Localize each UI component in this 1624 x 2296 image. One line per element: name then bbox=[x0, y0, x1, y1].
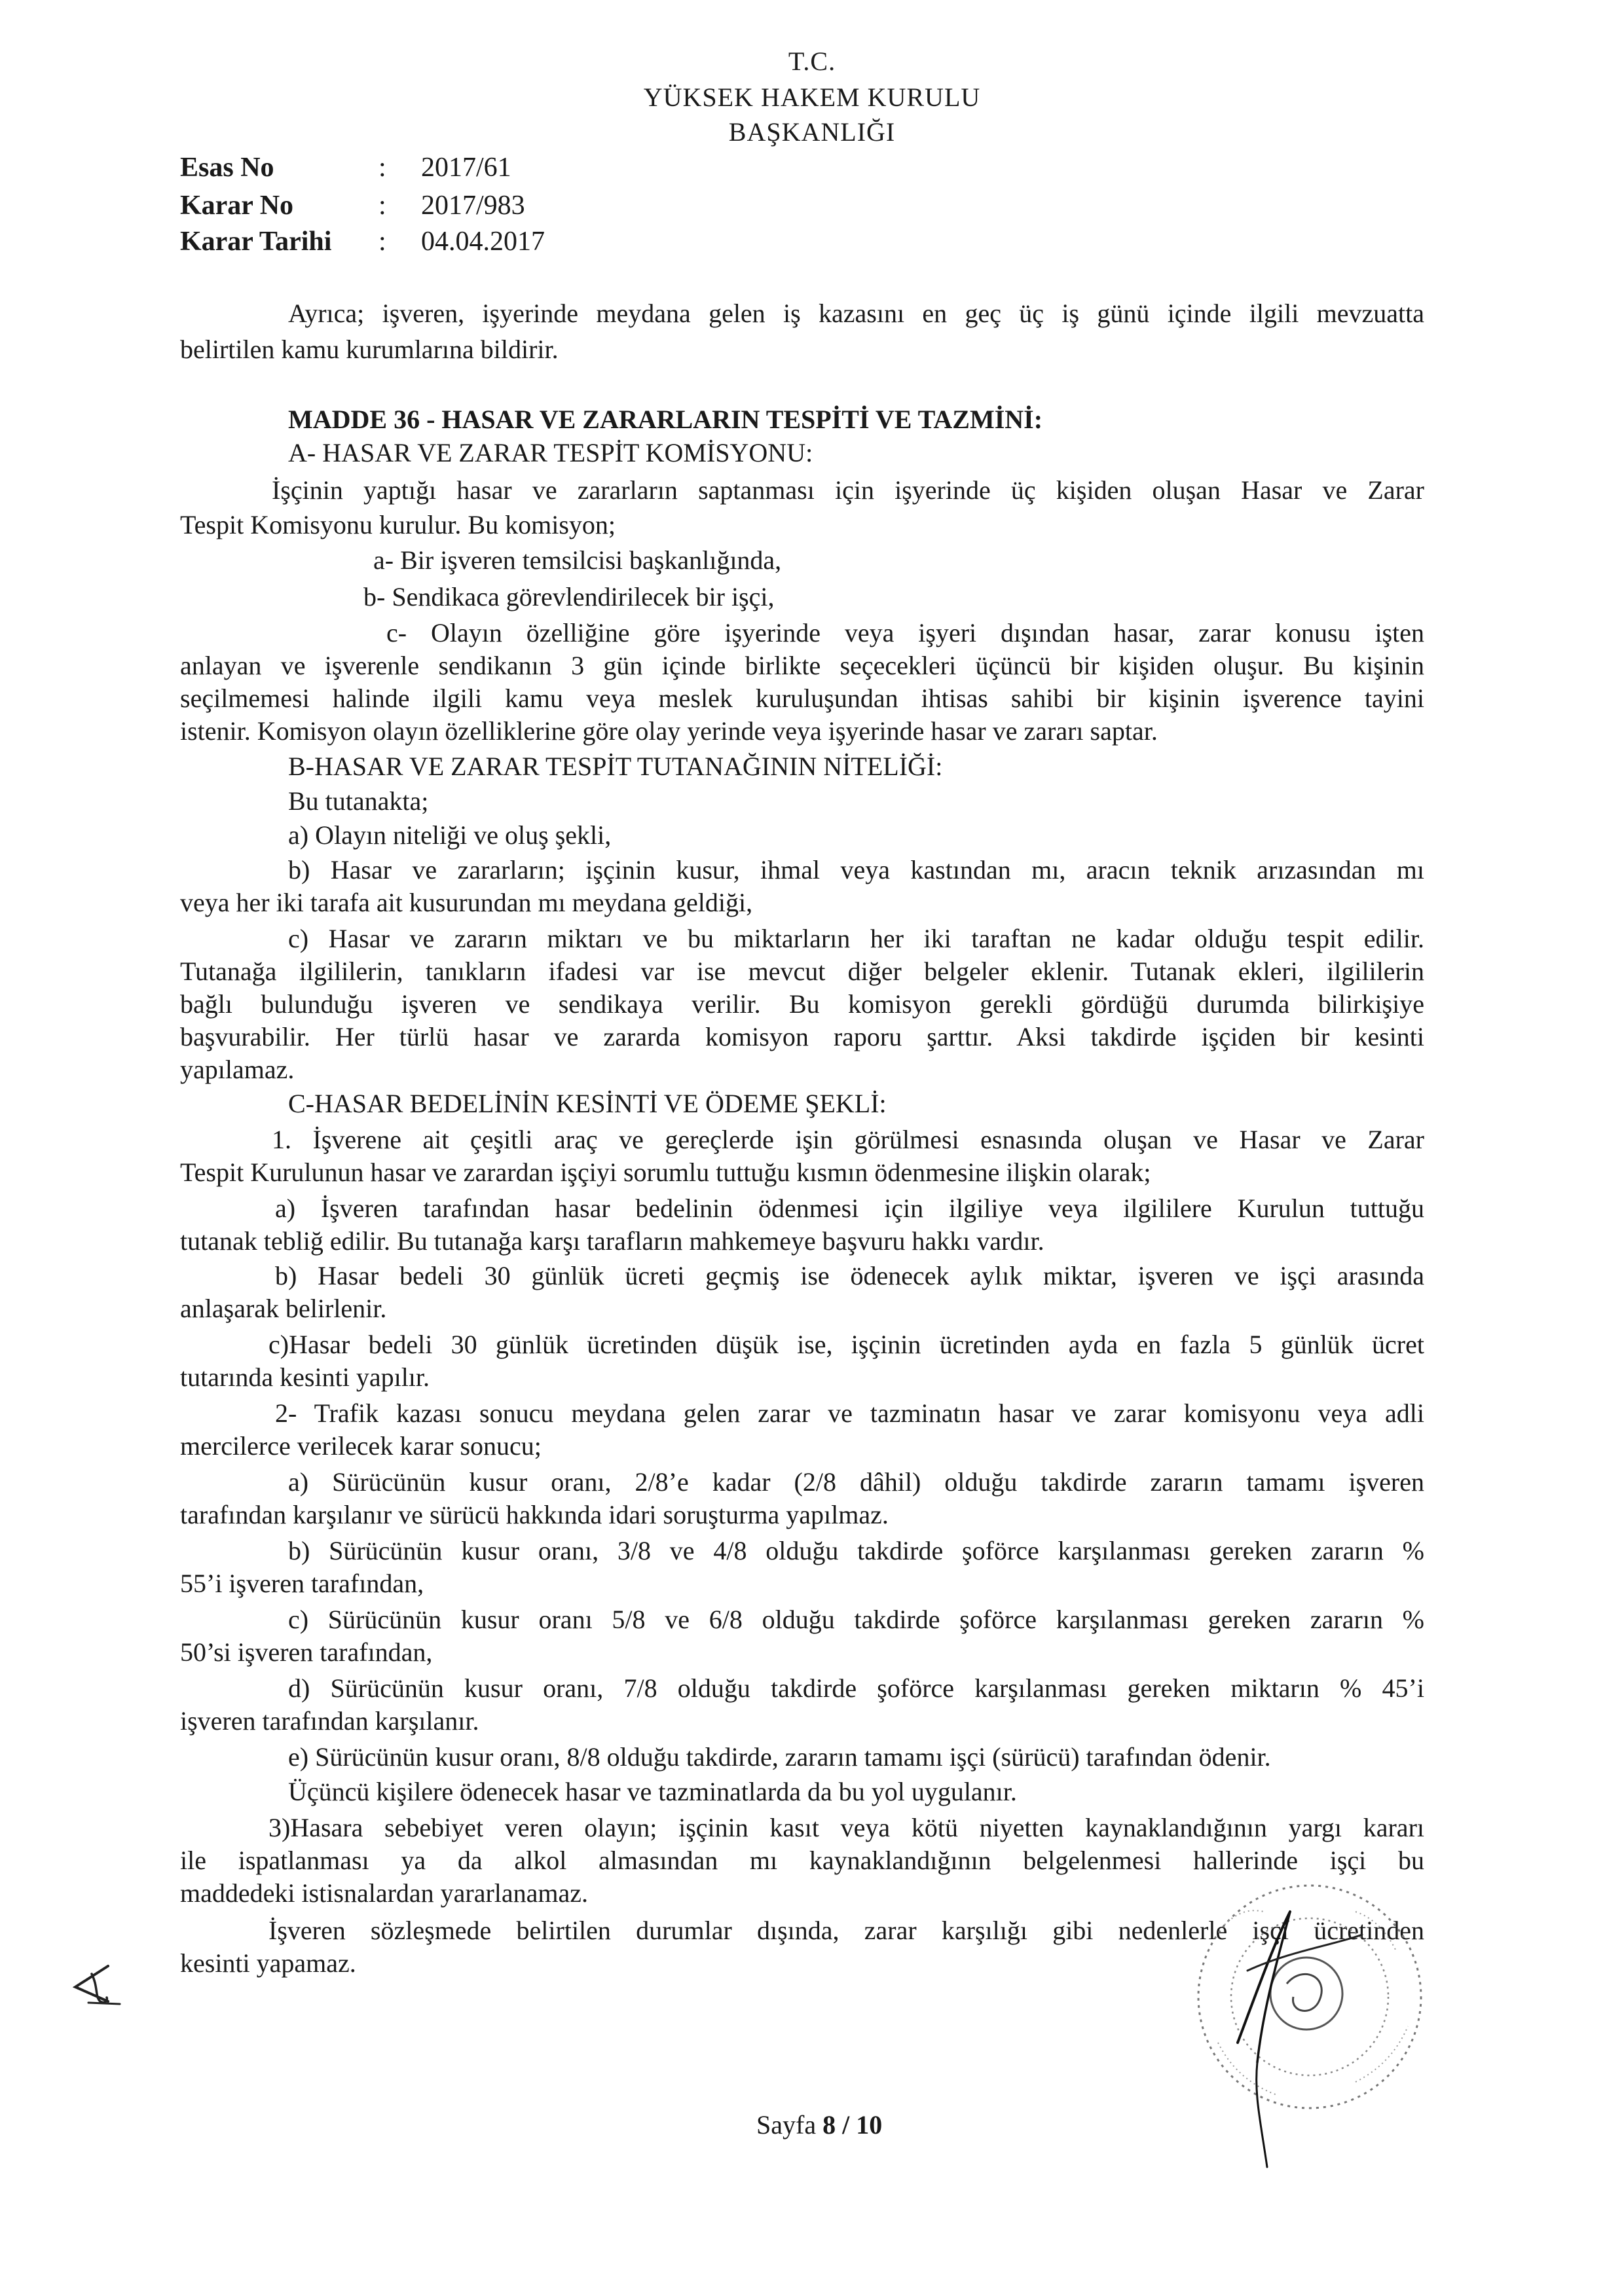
madde-36-title: MADDE 36 - HASAR VE ZARARLARIN TESPİTİ VE TAZMİNİ: bbox=[288, 405, 1043, 434]
section-c-1b-line-2: anlaşarak belirlenir. bbox=[180, 1294, 387, 1323]
section-c-2b-line-2: 55’i işveren tarafından, bbox=[180, 1569, 424, 1598]
official-stamp bbox=[1139, 1872, 1454, 2174]
section-c-3-line-3: maddedeki istisnalardan yararlanamaz. bbox=[180, 1878, 589, 1908]
section-b-item-c-line-4: başvurabilir. Her türlü hasar ve zararda komisyon raporu şarttır. Aksi takdirde işçiden bir kesinti bbox=[180, 1022, 1424, 1051]
intro-line-1: Ayrıca; işveren, işyerinde meydana gelen iş kazasını en geç üç iş günü içinde ilgili mevzuatta bbox=[288, 299, 1424, 328]
header-tc: T.C. bbox=[788, 46, 836, 76]
section-c-3-line-1: 3)Hasara sebebiyet veren olayın; işçinin kasıt veya kötü niyetten kaynaklandığının yargı kararı bbox=[268, 1813, 1424, 1842]
page-count: 8 / 10 bbox=[822, 2110, 883, 2140]
section-c-3-line-2: ile ispatlanması ya da alkol almasından mı kaynaklandığının belgelenmesi hallerinde işçi bu bbox=[180, 1846, 1424, 1875]
section-c-2-third-parties: Üçüncü kişilere ödenecek hasar ve tazminatlarda da bu yol uygulanır. bbox=[288, 1777, 1017, 1806]
section-b-item-c-line-5: yapılamaz. bbox=[180, 1055, 295, 1084]
esas-colon: : bbox=[378, 153, 386, 183]
section-b-intro: Bu tutanakta; bbox=[288, 786, 429, 816]
section-b-item-b-line-2: veya her iki tarafa ait kusurundan mı meydana geldiği, bbox=[180, 888, 753, 917]
intro-line-2: belirtilen kamu kurumlarına bildirir. bbox=[180, 335, 559, 364]
section-a-item-c-line-2: anlayan ve işverenle sendikanın 3 gün içinde birlikte seçecekleri üçüncü bir kişiden oluşur. Bu kişinin bbox=[180, 651, 1424, 680]
section-c-1a-line-2: tutanak tebliğ edilir. Bu tutanağa karşı tarafların mahkemeye başvuru hakkı vardır. bbox=[180, 1226, 1044, 1256]
section-b-title: B-HASAR VE ZARAR TESPİT TUTANAĞININ NİTELİĞİ: bbox=[288, 752, 943, 781]
karar-value: 2017/983 bbox=[421, 191, 525, 221]
section-c-2d-line-1: d) Sürücünün kusur oranı, 7/8 olduğu takdirde şoförce karşılanması gereken miktarın % 45’i bbox=[288, 1673, 1424, 1703]
section-c-2-line-1: 2- Trafik kazası sonucu meydana gelen zarar ve tazminatın hasar ve zarar komisyonu veya adli bbox=[275, 1398, 1424, 1428]
section-a-title: A- HASAR VE ZARAR TESPİT KOMİSYONU: bbox=[288, 438, 813, 467]
karar-label: Karar No bbox=[180, 191, 294, 221]
section-c-1c-line-2: tutarında kesinti yapılır. bbox=[180, 1362, 430, 1392]
final-paragraph-line-2: kesinti yapamaz. bbox=[180, 1948, 356, 1978]
section-c-2a-line-2: tarafından karşılanır ve sürücü hakkında idari soruşturma yapılmaz. bbox=[180, 1500, 889, 1529]
section-c-1c-line-1: c)Hasar bedeli 30 günlük ücretinden düşük ise, işçinin ücretinden ayda en fazla 5 günlük ücret bbox=[268, 1330, 1424, 1359]
esas-value: 2017/61 bbox=[421, 153, 511, 183]
section-c-1-line-2: Tespit Kurulunun hasar ve zarardan işçiyi sorumlu tuttuğu kısmın ödenmesine ilişkin olarak; bbox=[180, 1157, 1151, 1187]
tarih-value: 04.04.2017 bbox=[421, 227, 545, 257]
header-institution: YÜKSEK HAKEM KURULU bbox=[643, 82, 981, 112]
meta-tarih-row bbox=[0, 226, 786, 260]
tarih-colon: : bbox=[378, 227, 386, 257]
section-c-2d-line-2: işveren tarafından karşılanır. bbox=[180, 1706, 479, 1736]
section-c-1a-line-1: a) İşveren tarafından hasar bedelinin ödenmesi için ilgiliye veya ilgililere Kurulun tuttuğu bbox=[275, 1194, 1424, 1223]
meta-karar-row bbox=[0, 190, 786, 224]
karar-colon: : bbox=[378, 191, 386, 221]
section-c-2a-line-1: a) Sürücünün kusur oranı, 2/8’e kadar (2/8 dâhil) olduğu takdirde zararın tamamı işveren bbox=[288, 1467, 1424, 1497]
section-a-item-a: a- Bir işveren temsilcisi başkanlığında, bbox=[373, 545, 782, 575]
final-paragraph-line-1: İşveren sözleşmede belirtilen durumlar dışında, zarar karşılığı gibi nedenlerle işçi ücretinden bbox=[268, 1916, 1424, 1945]
meta-esas-row bbox=[0, 152, 786, 186]
section-c-title: C-HASAR BEDELİNİN KESİNTİ VE ÖDEME ŞEKLİ: bbox=[288, 1089, 887, 1118]
section-b-item-c-line-2: Tutanağa ilgililerin, tanıkların ifadesi var ise mevcut diğer belgeler eklenir. Tutanak ekleri, ilgililerin bbox=[180, 957, 1424, 986]
section-a-item-c-line-1: c- Olayın özelliğine göre işyerinde veya işyeri dışından hasar, zarar konusu işten bbox=[386, 618, 1424, 647]
section-a-item-b: b- Sendikaca görevlendirilecek bir işçi, bbox=[363, 582, 775, 611]
section-a-p1-line-2: Tespit Komisyonu kurulur. Bu komisyon; bbox=[180, 510, 616, 539]
section-c-2-line-2: mercilerce verilecek karar sonucu; bbox=[180, 1431, 542, 1461]
header-presidency: BAŞKANLIĞI bbox=[728, 117, 896, 147]
section-a-p1-line-1: İşçinin yaptığı hasar ve zararların saptanması için işyerinde üç kişiden oluşan Hasar ve Zarar bbox=[272, 475, 1424, 505]
section-b-item-b-line-1: b) Hasar ve zararların; işçinin kusur, ihmal veya kastından mı, aracın teknik arızasından mı bbox=[288, 855, 1424, 884]
section-b-item-c-line-1: c) Hasar ve zararın miktarı ve bu miktarların her iki taraftan ne kadar olduğu tespit edilir. bbox=[288, 924, 1424, 953]
handwritten-initial bbox=[62, 1961, 128, 2013]
section-a-item-c-line-3: seçilmemesi halinde ilgili kamu veya meslek kuruluşundan ihtisas sahibi bir kişinin işverence tayini bbox=[180, 683, 1424, 713]
section-c-2c-line-1: c) Sürücünün kusur oranı 5/8 ve 6/8 olduğu takdirde şoförce karşılanması gereken zararın % bbox=[288, 1605, 1424, 1634]
page-number bbox=[756, 2109, 882, 2140]
section-a-item-c-line-4: istenir. Komisyon olayın özelliklerine göre olay yerinde veya işyerinde hasar ve zararı saptar. bbox=[180, 716, 1158, 746]
section-b-item-c-line-3: bağlı bulunduğu işveren ve sendikaya verilir. Bu komisyon gerekli gördüğü durumda bilirkişiye bbox=[180, 989, 1424, 1019]
page-prefix: Sayfa bbox=[756, 2110, 823, 2140]
section-c-1b-line-1: b) Hasar bedeli 30 günlük ücreti geçmiş ise ödenecek aylık miktar, işveren ve işçi arasında bbox=[275, 1261, 1424, 1290]
tarih-label: Karar Tarihi bbox=[180, 227, 332, 257]
section-b-item-a: a) Olayın niteliği ve oluş şekli, bbox=[288, 820, 612, 850]
esas-label: Esas No bbox=[180, 153, 274, 183]
section-c-2e: e) Sürücünün kusur oranı, 8/8 olduğu takdirde, zararın tamamı işçi (sürücü) tarafından ödenir. bbox=[288, 1742, 1271, 1772]
section-c-2c-line-2: 50’si işveren tarafından, bbox=[180, 1637, 433, 1667]
section-c-2b-line-1: b) Sürücünün kusur oranı, 3/8 ve 4/8 olduğu takdirde şoförce karşılanması gereken zararın % bbox=[288, 1536, 1424, 1565]
section-c-1-line-1: 1. İşverene ait çeşitli araç ve gereçlerde işin görülmesi esnasında oluşan ve Hasar ve Zarar bbox=[272, 1125, 1424, 1154]
